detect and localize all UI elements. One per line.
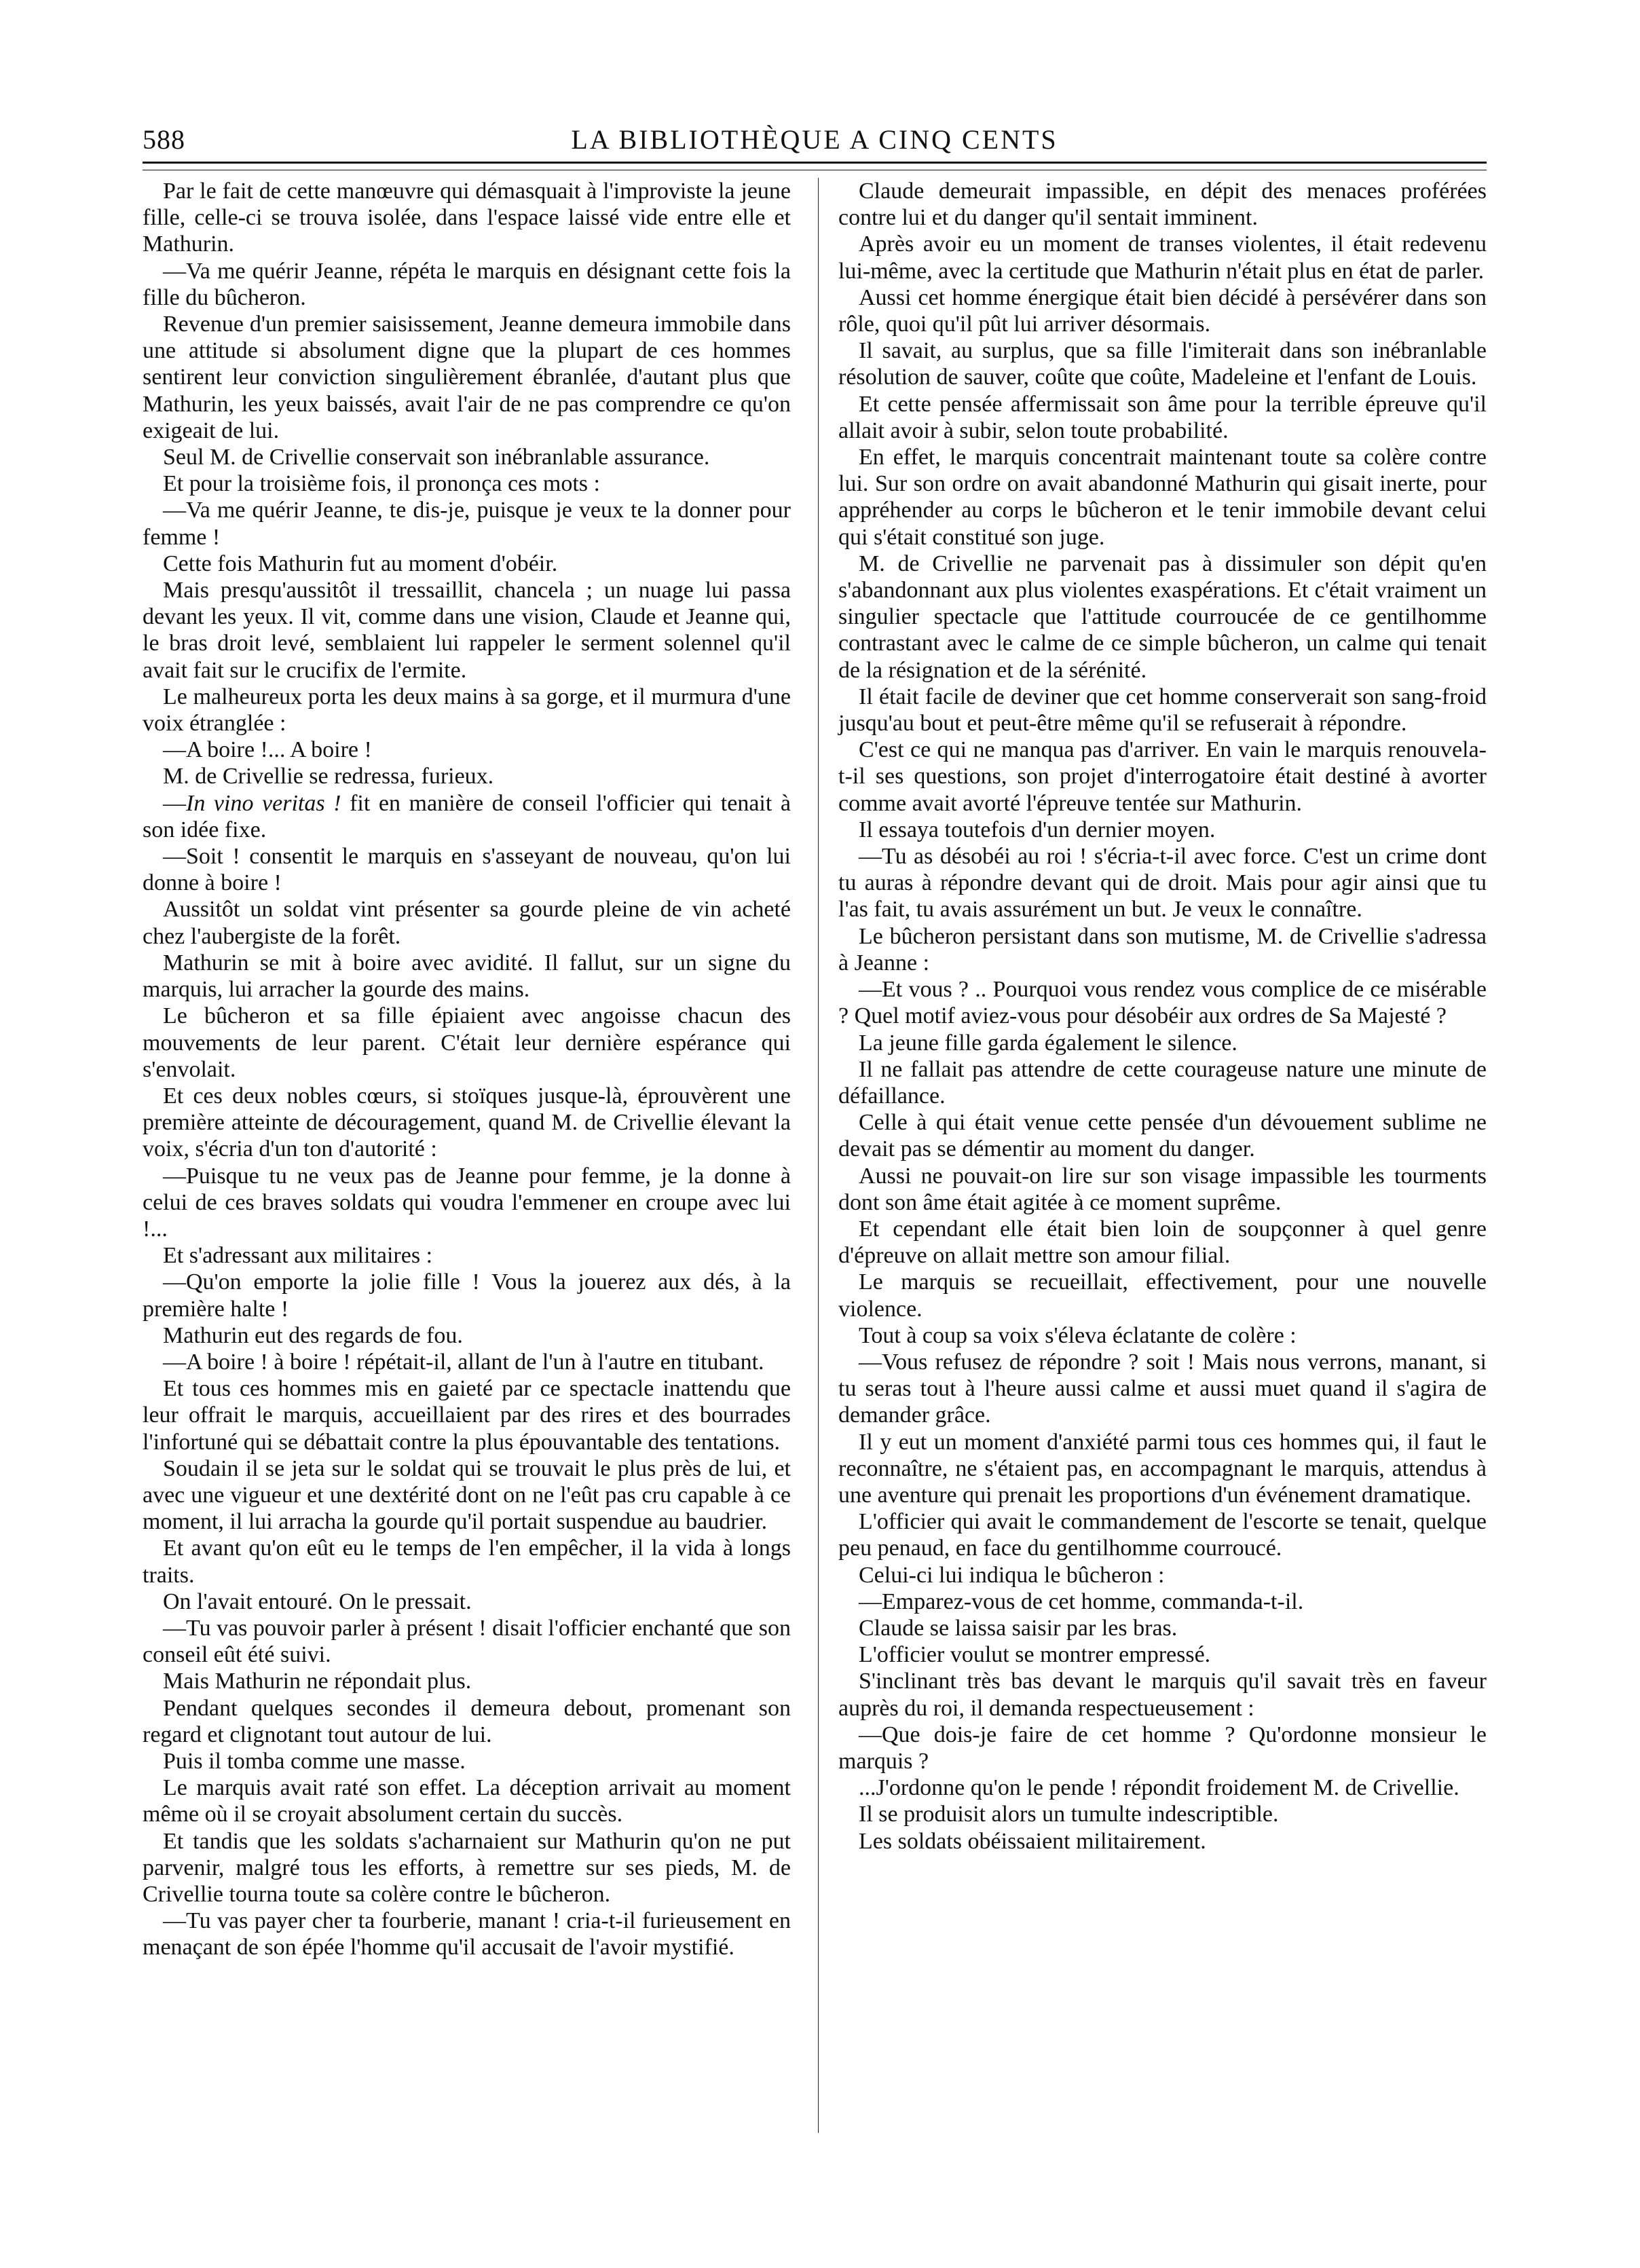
right-column (838, 178, 1487, 1855)
paragraph: Il se produisit alors un tumulte indescriptible. (859, 1802, 1279, 1827)
paragraph: Il y eut un moment d'anxiété parmi tous ces hommes qui, il faut le reconnaître, ne s'étaient pas, en accompagnant le marquis, attendus à une aventure qui prenait les proportions d'un événement dramatique. (838, 1429, 1487, 1508)
paragraph: —Soit ! consentit le marquis en s'asseyant de nouveau, qu'on lui donne à boire ! (143, 844, 791, 896)
paragraph: M. de Crivellie ne parvenait pas à dissimuler son dépit qu'en s'abandonnant aux plus violentes exaspérations. Et c'était vraiment un singulier spectacle que l'attitude courroucée de ce gentilhomme contrastant avec le calme de ce simple bûcheron, un calme qui tenait de la résignation et de la sérénité. (838, 551, 1487, 683)
paragraph: Aussitôt un soldat vint présenter sa gourde pleine de vin acheté chez l'aubergiste de la forêt. (143, 897, 791, 949)
paragraph: Il était facile de deviner que cet homme conserverait son sang-froid jusqu'au bout et peut-être même qu'il se refuserait à répondre. (838, 684, 1487, 737)
paragraph: Le marquis avait raté son effet. La déception arrivait au moment même où il se croyait absolument certain du succès. (143, 1775, 791, 1827)
paragraph: L'officier qui avait le commandement de l'escorte se tenait, quelque peu penaud, en face du gentilhomme courroucé. (838, 1509, 1487, 1561)
paragraph: Cette fois Mathurin fut au moment d'obéir. (163, 551, 558, 576)
paragraph: Par le fait de cette manœuvre qui démasquait à l'improviste la jeune fille, celle-ci se trouva isolée, dans l'espace laissé vide entre elle et Mathurin. (143, 179, 791, 257)
paragraph: L'officier voulut se montrer empressé. (859, 1642, 1211, 1668)
paragraph: Et cette pensée affermissait son âme pour la terrible épreuve qu'il allait avoir à subir, selon toute probabilité. (838, 391, 1487, 443)
paragraph: Claude se laissa saisir par les bras. (859, 1615, 1178, 1641)
paragraph: S'inclinant très bas devant le marquis qu'il savait très en faveur auprès du roi, il demanda respectueusement : (838, 1669, 1487, 1721)
paragraph: Aussi ne pouvait-on lire sur son visage impassible les tourments dont son âme était agitée à ce moment suprême. (838, 1163, 1487, 1215)
paragraph: —A boire ! à boire ! répétait-il, allant de l'un à l'autre en titubant. (163, 1349, 764, 1375)
paragraph: Et pour la troisième fois, il prononça ces mots : (163, 471, 600, 497)
paragraph: —Emparez-vous de cet homme, commanda-t-il. (859, 1588, 1304, 1614)
paragraph: Et tandis que les soldats s'acharnaient sur Mathurin qu'on ne put parvenir, malgré tous les efforts, à remettre sur ses pieds, M. de Crivellie tourna toute sa colère contre le bûcheron. (143, 1828, 791, 1907)
paragraph: —Qu'on emporte la jolie fille ! Vous la jouerez aux dés, à la première halte ! (143, 1269, 791, 1322)
paragraph: —Que dois-je faire de cet homme ? Qu'ordonne monsieur le marquis ? (838, 1722, 1487, 1774)
left-column (143, 178, 791, 1961)
paragraph-latin-quote: —In vino veritas ! fit en manière de conseil l'officier qui tenait à son idée fixe. (143, 790, 791, 842)
paragraph: Celui-ci lui indiqua le bûcheron : (859, 1562, 1165, 1588)
paragraph: Et cependant elle était bien loin de soupçonner à quel genre d'épreuve on allait mettre son amour filial. (838, 1216, 1487, 1269)
paragraph: —Tu as désobéi au roi ! s'écria-t-il avec force. C'est un crime dont tu auras à répondre devant qui de droit. Mais pour agir ainsi que tu l'as fait, tu avais assurément un but. Je veux le connaître. (838, 844, 1487, 923)
paragraph: Claude demeurait impassible, en dépit des menaces proférées contre lui et du danger qu'il sentait imminent. (838, 179, 1487, 231)
paragraph: ...J'ordonne qu'on le pende ! répondit froidement M. de Crivellie. (859, 1775, 1459, 1801)
paragraph: Le bûcheron et sa fille épiaient avec angoisse chacun des mouvements de leur parent. C'était leur dernière espérance qui s'envolait. (143, 1003, 791, 1082)
paragraph: —Tu vas pouvoir parler à présent ! disait l'officier enchanté que son conseil eût été suivi. (143, 1615, 791, 1668)
paragraph: —A boire !... A boire ! (163, 737, 372, 763)
paragraph: Puis il tomba comme une masse. (163, 1748, 466, 1774)
paragraph: Mais Mathurin ne répondait plus. (163, 1669, 472, 1694)
paragraph: —Puisque tu ne veux pas de Jeanne pour femme, je la donne à celui de ces braves soldats qui voudra l'emmener en croupe avec lui !... (143, 1163, 791, 1242)
paragraph: Il ne fallait pas attendre de cette courageuse nature une minute de défaillance. (838, 1056, 1487, 1109)
paragraph: Les soldats obéissaient militairement. (859, 1828, 1206, 1854)
page-header (143, 121, 1487, 164)
running-title: LA BIBLIOTHÈQUE A CINQ CENTS (571, 124, 1058, 155)
paragraph: —Vous refusez de répondre ? soit ! Mais nous verrons, manant, si tu seras tout à l'heure aussi calme et aussi muet quand il s'agira de demander grâce. (838, 1349, 1487, 1428)
paragraph: Soudain il se jeta sur le soldat qui se trouvait le plus près de lui, et avec une vigueur et une dextérité dont on ne l'eût pas cru capable à ce moment, il lui arracha la gourde qu'il portait suspendue au baudrier. (143, 1455, 791, 1535)
paragraph: Celle à qui était venue cette pensée d'un dévouement sublime ne devait pas se démentir au moment du danger. (838, 1110, 1487, 1162)
paragraph: Le bûcheron persistant dans son mutisme, M. de Crivellie s'adressa à Jeanne : (838, 923, 1487, 975)
paragraph: —Et vous ? .. Pourquoi vous rendez vous complice de ce misérable ? Quel motif aviez-vous pour désobéir aux ordres de Sa Majesté ? (838, 977, 1487, 1029)
paragraph: Et tous ces hommes mis en gaieté par ce spectacle inattendu que leur offrait le marquis, accueillaient par des rires et des bourrades l'infortuné qui se débattait contre la plus épouvantable des tentations. (143, 1376, 791, 1455)
paragraph: —Va me quérir Jeanne, répéta le marquis en désignant cette fois la fille du bûcheron. (143, 258, 791, 310)
paragraph: C'est ce qui ne manqua pas d'arriver. En vain le marquis renouvela-t-il ses questions, son projet d'interrogatoire était destiné à avorter comme avait avorté l'épreuve tentée sur Mathurin. (838, 737, 1487, 816)
paragraph: Pendant quelques secondes il demeura debout, promenant son regard et clignotant tout autour de lui. (143, 1695, 791, 1747)
page-number: 588 (143, 124, 185, 155)
paragraph: —Tu vas payer cher ta fourberie, manant ! cria-t-il furieusement en menaçant de son épée l'homme qu'il accusait de l'avoir mystifié. (143, 1908, 791, 1960)
paragraph: Mathurin se mit à boire avec avidité. Il fallut, sur un signe du marquis, lui arracher la gourde des mains. (143, 950, 791, 1003)
paragraph: Mathurin eut des regards de fou. (163, 1322, 463, 1348)
paragraph: On l'avait entouré. On le pressait. (163, 1588, 472, 1614)
paragraph: Et s'adressant aux militaires : (163, 1243, 433, 1269)
paragraph: Le malheureux porta les deux mains à sa gorge, et il murmura d'une voix étranglée : (143, 684, 791, 737)
paragraph: M. de Crivellie se redressa, furieux. (163, 764, 494, 789)
paragraph: La jeune fille garda également le silence. (859, 1030, 1237, 1056)
paragraph: Il essaya toutefois d'un dernier moyen. (859, 817, 1216, 842)
paragraph: En effet, le marquis concentrait maintenant toute sa colère contre lui. Sur son ordre on avait abandonné Mathurin qui gisait inerte, pour appréhender au corps le bûcheron et le tenir immobile devant celui qui s'était constitué son juge. (838, 445, 1487, 550)
paragraph: Tout à coup sa voix s'éleva éclatante de colère : (859, 1322, 1297, 1348)
paragraph: Revenue d'un premier saisissement, Jeanne demeura immobile dans une attitude si absolument digne que la plupart de ces hommes sentirent leur conviction singulièrement ébranlée, d'autant plus que Mathurin, les yeux baissés, avait l'air de ne pas comprendre ce qu'on exigeait de lui. (143, 312, 791, 443)
paragraph: Aussi cet homme énergique était bien décidé à persévérer dans son rôle, quoi qu'il pût lui arriver désormais. (838, 284, 1487, 337)
paragraph: Le marquis se recueillait, effectivement, pour une nouvelle violence. (838, 1269, 1487, 1322)
column-divider (818, 178, 819, 2133)
paragraph: Il savait, au surplus, que sa fille l'imiterait dans son inébranlable résolution de sauver, coûte que coûte, Madeleine et l'enfant de Louis. (838, 338, 1487, 390)
paragraph: Mais presqu'aussitôt il tressaillit, chancela ; un nuage lui passa devant les yeux. Il vit, comme dans une vision, Claude et Jeanne qui, le bras droit levé, semblaient lui rappeler le serment solennel qu'il avait fait sur le crucifix de l'ermite. (143, 578, 791, 683)
paragraph: Seul M. de Crivellie conservait son inébranlable assurance. (163, 445, 710, 470)
paragraph: Et ces deux nobles cœurs, si stoïques jusque-là, éprouvèrent une première atteinte de découragement, quand M. de Crivellie élevant la voix, s'écria d'un ton d'autorité : (143, 1083, 791, 1162)
paragraph: —Va me quérir Jeanne, te dis-je, puisque je veux te la donner pour femme ! (143, 498, 791, 550)
paragraph: Et avant qu'on eût eu le temps de l'en empêcher, il la vida à longs traits. (143, 1536, 791, 1588)
paragraph: Après avoir eu un moment de transes violentes, il était redevenu lui-même, avec la certitude que Mathurin n'était plus en état de parler. (838, 231, 1487, 284)
